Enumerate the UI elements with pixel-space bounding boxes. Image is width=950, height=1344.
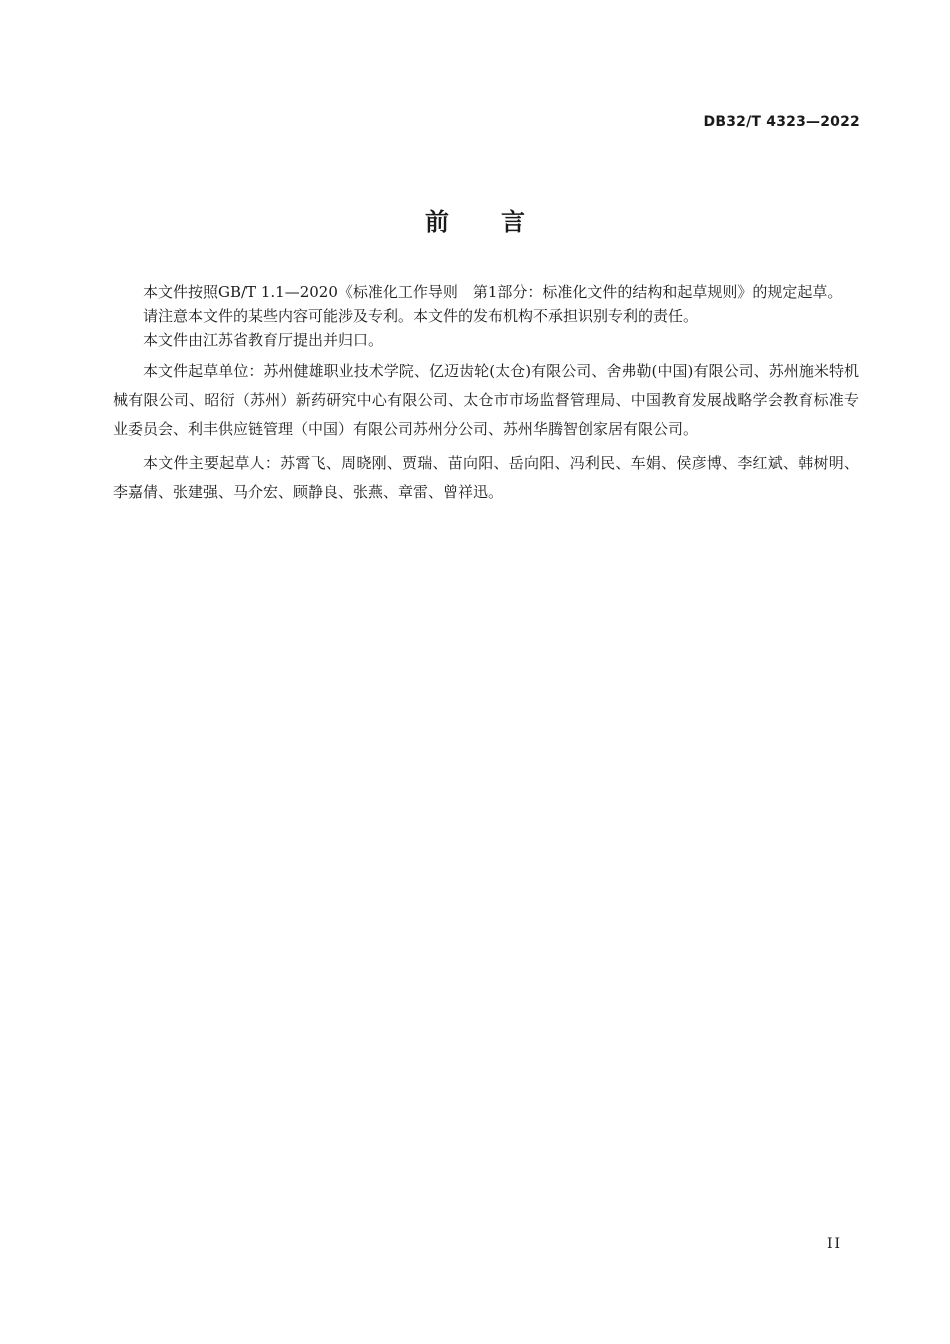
paragraph-patent-notice: 请注意本文件的某些内容可能涉及专利。本文件的发布机构不承担识别专利的责任。 [143,307,699,325]
document-code: DB32/T 4323—2022 [703,114,860,130]
paragraph-drafting-rules: 本文件按照GB/T 1.1—2020《标准化工作导则 第1部分：标准化文件的结构和起草规则》的规定起草。 [143,283,843,301]
paragraph-proposer: 本文件由江苏省教育厅提出并归口。 [143,331,384,349]
paragraph-drafting-units: 本文件起草单位：苏州健雄职业技术学院、亿迈齿轮(太仓)有限公司、舍弗勒(中国)有限公司、苏州施米特机械有限公司、昭衍（苏州）新药研究中心有限公司、太仓市市场监督管理局、中国教育发展战略学会教育标准专业委员会、利丰供应链管理（中国）有限公司苏州分公司、苏州华腾智创家居有限公司。 [113,362,859,438]
foreword-body [113,280,859,507]
page-title: 前言 [425,208,577,236]
page-number: II [826,1236,842,1252]
paragraph-drafters: 本文件主要起草人：苏霄飞、周晓刚、贾瑞、苗向阳、岳向阳、冯利民、车娟、侯彦博、李红斌、韩树明、李嘉倩、张建强、马介宏、顾静良、张燕、章雷、曾祥迅。 [113,454,859,501]
